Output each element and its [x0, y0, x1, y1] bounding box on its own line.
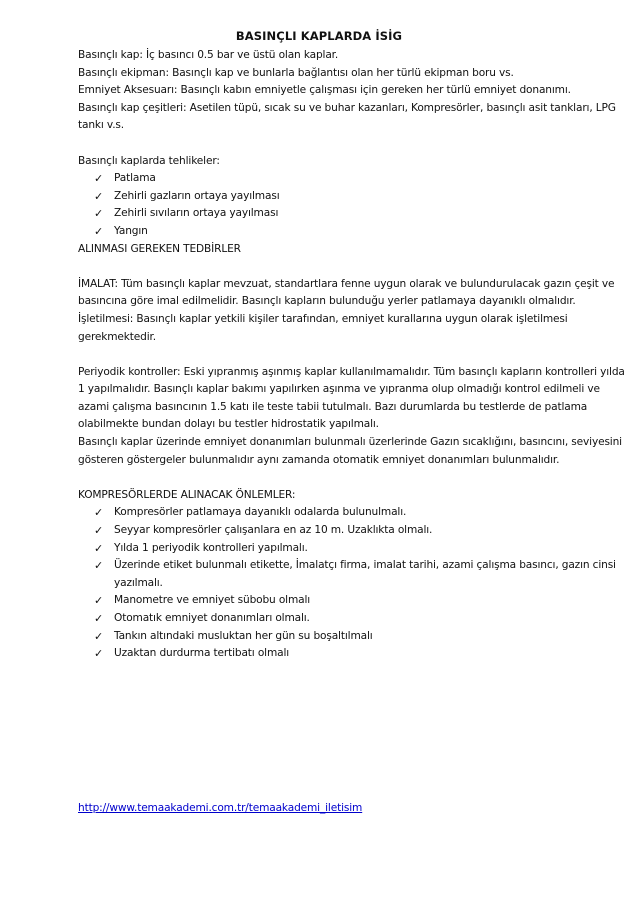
checkmark-icon: ✓ — [94, 541, 104, 555]
hazards-list — [78, 170, 633, 240]
checkmark-icon: ✓ — [94, 172, 104, 186]
compressor-heading: KOMPRESÖRLERDE ALINACAK ÖNLEMLER: — [78, 488, 296, 501]
list-item: ✓ Seyyar kompresörler çalışanlara en az 10 m. Uzaklıkta olmalı. — [78, 522, 633, 540]
document-body — [78, 47, 633, 663]
periodic-control-paragraph: Periyodik kontroller: Eski yıpranmış aşınmış kaplar kullanılmamalıdır. Tüm basınçlı kapların kontrolleri yılda 1 yapılmalıdır. Basınçlı kaplar bakımı yapılırken aşınma ve yıpranma olup olmadığı kontrol edilmeli ve azami çalışma basıncının 1.5 katı ile teste tabii tutulmalı. Bazı durumlarda bu testlerde de patlama olabilmekte bundan dolayı bu testler hidrostatik yapılmalı. — [78, 365, 625, 431]
list-item: ✓ Üzerinde etiket bulunmalı etikette, İmalatçı firma, imalat tarihi, azami çalışma basıncı, gazın cinsi yazılmalı. — [94, 559, 616, 589]
intro-safety-accessory: Emniyet Aksesuarı: Basınçlı kabın emniyetle çalışması için gereken her türlü emniyet donanımı. — [78, 84, 571, 97]
checkmark-icon: ✓ — [94, 594, 104, 608]
list-item: ✓ Otomatık emniyet donanımları olmalı. — [78, 610, 633, 628]
manufacturing-paragraph: İMALAT: Tüm basınçlı kaplar mevzuat, standartlara fenne uygun olarak ve bulundurulacak gazın çeşit ve basıncına göre imal edilmelidir. Basınçlı kapların bulunduğu yerler patlamaya dayanıklı olmalıdır. — [78, 277, 615, 308]
list-item: ✓ Kompresörler patlamaya dayanıklı odalarda bulunulmalı. — [78, 504, 633, 522]
compressor-list — [78, 504, 633, 662]
intro-pressure-equipment: Basınçlı ekipman: Basınçlı kap ve bunlarla bağlantısı olan her türlü ekipman boru vs. — [78, 66, 514, 79]
checkmark-icon: ✓ — [94, 506, 104, 520]
checkmark-icon: ✓ — [94, 612, 104, 625]
page-title: BASINÇLI KAPLARDA İSİG — [235, 29, 403, 43]
checkmark-icon: ✓ — [94, 224, 104, 238]
checkmark-icon: ✓ — [94, 524, 104, 538]
checkmark-icon: ✓ — [94, 647, 104, 661]
contact-link[interactable]: http://www.temaakademi.com.tr/temaakademi_iletisim — [78, 802, 363, 814]
intro-pressure-vessel: Basınçlı kap: İç basıncı 0.5 bar ve üstü olan kaplar. — [78, 49, 339, 61]
list-item: ✓ Zehirli sıvıların ortaya yayılması — [78, 205, 633, 223]
list-item: ✓ Patlama — [78, 170, 633, 188]
hazards-heading: Basınçlı kaplarda tehlikeler: — [78, 154, 220, 167]
list-item: ✓ Manometre ve emniyet sübobu olmalı — [78, 592, 633, 610]
intro-vessel-types: Basınçlı kap çeşitleri: Asetilen tüpü, sıcak su ve buhar kazanları, Kompresörler, basınçlı asit tankları, LPG tankı v.s. — [78, 101, 616, 132]
list-item: ✓ Zehirli gazların ortaya yayılması — [78, 188, 633, 206]
safety-equipment-paragraph: Basınçlı kaplar üzerinde emniyet donanımları bulunmalı üzerlerinde Gazın sıcaklığını, basıncını, seviyesini gösteren göstergeler bulunmalıdır aynı zamanda otomatik emniyet donanımları bulunmalıdır. — [78, 436, 622, 466]
list-item: ✓ Tankın altındaki musluktan her gün su boşaltılmalı — [78, 628, 633, 646]
list-item: ✓ Yangın — [78, 223, 633, 241]
measures-heading: ALINMASI GEREKEN TEDBİRLER — [78, 242, 241, 255]
list-item: ✓ Yılda 1 periyodik kontrolleri yapılmalı. — [78, 540, 633, 558]
list-item: ✓ Uzaktan durdurma tertibatı olmalı — [78, 645, 633, 663]
checkmark-icon: ✓ — [94, 629, 104, 643]
checkmark-icon: ✓ — [94, 559, 104, 573]
checkmark-icon: ✓ — [94, 207, 104, 221]
operation-paragraph: İşletilmesi: Basınçlı kaplar yetkili kişiler tarafından, emniyet kurallarına uygun olarak işletilmesi gerekmektedir. — [78, 312, 568, 343]
checkmark-icon: ✓ — [94, 189, 104, 203]
